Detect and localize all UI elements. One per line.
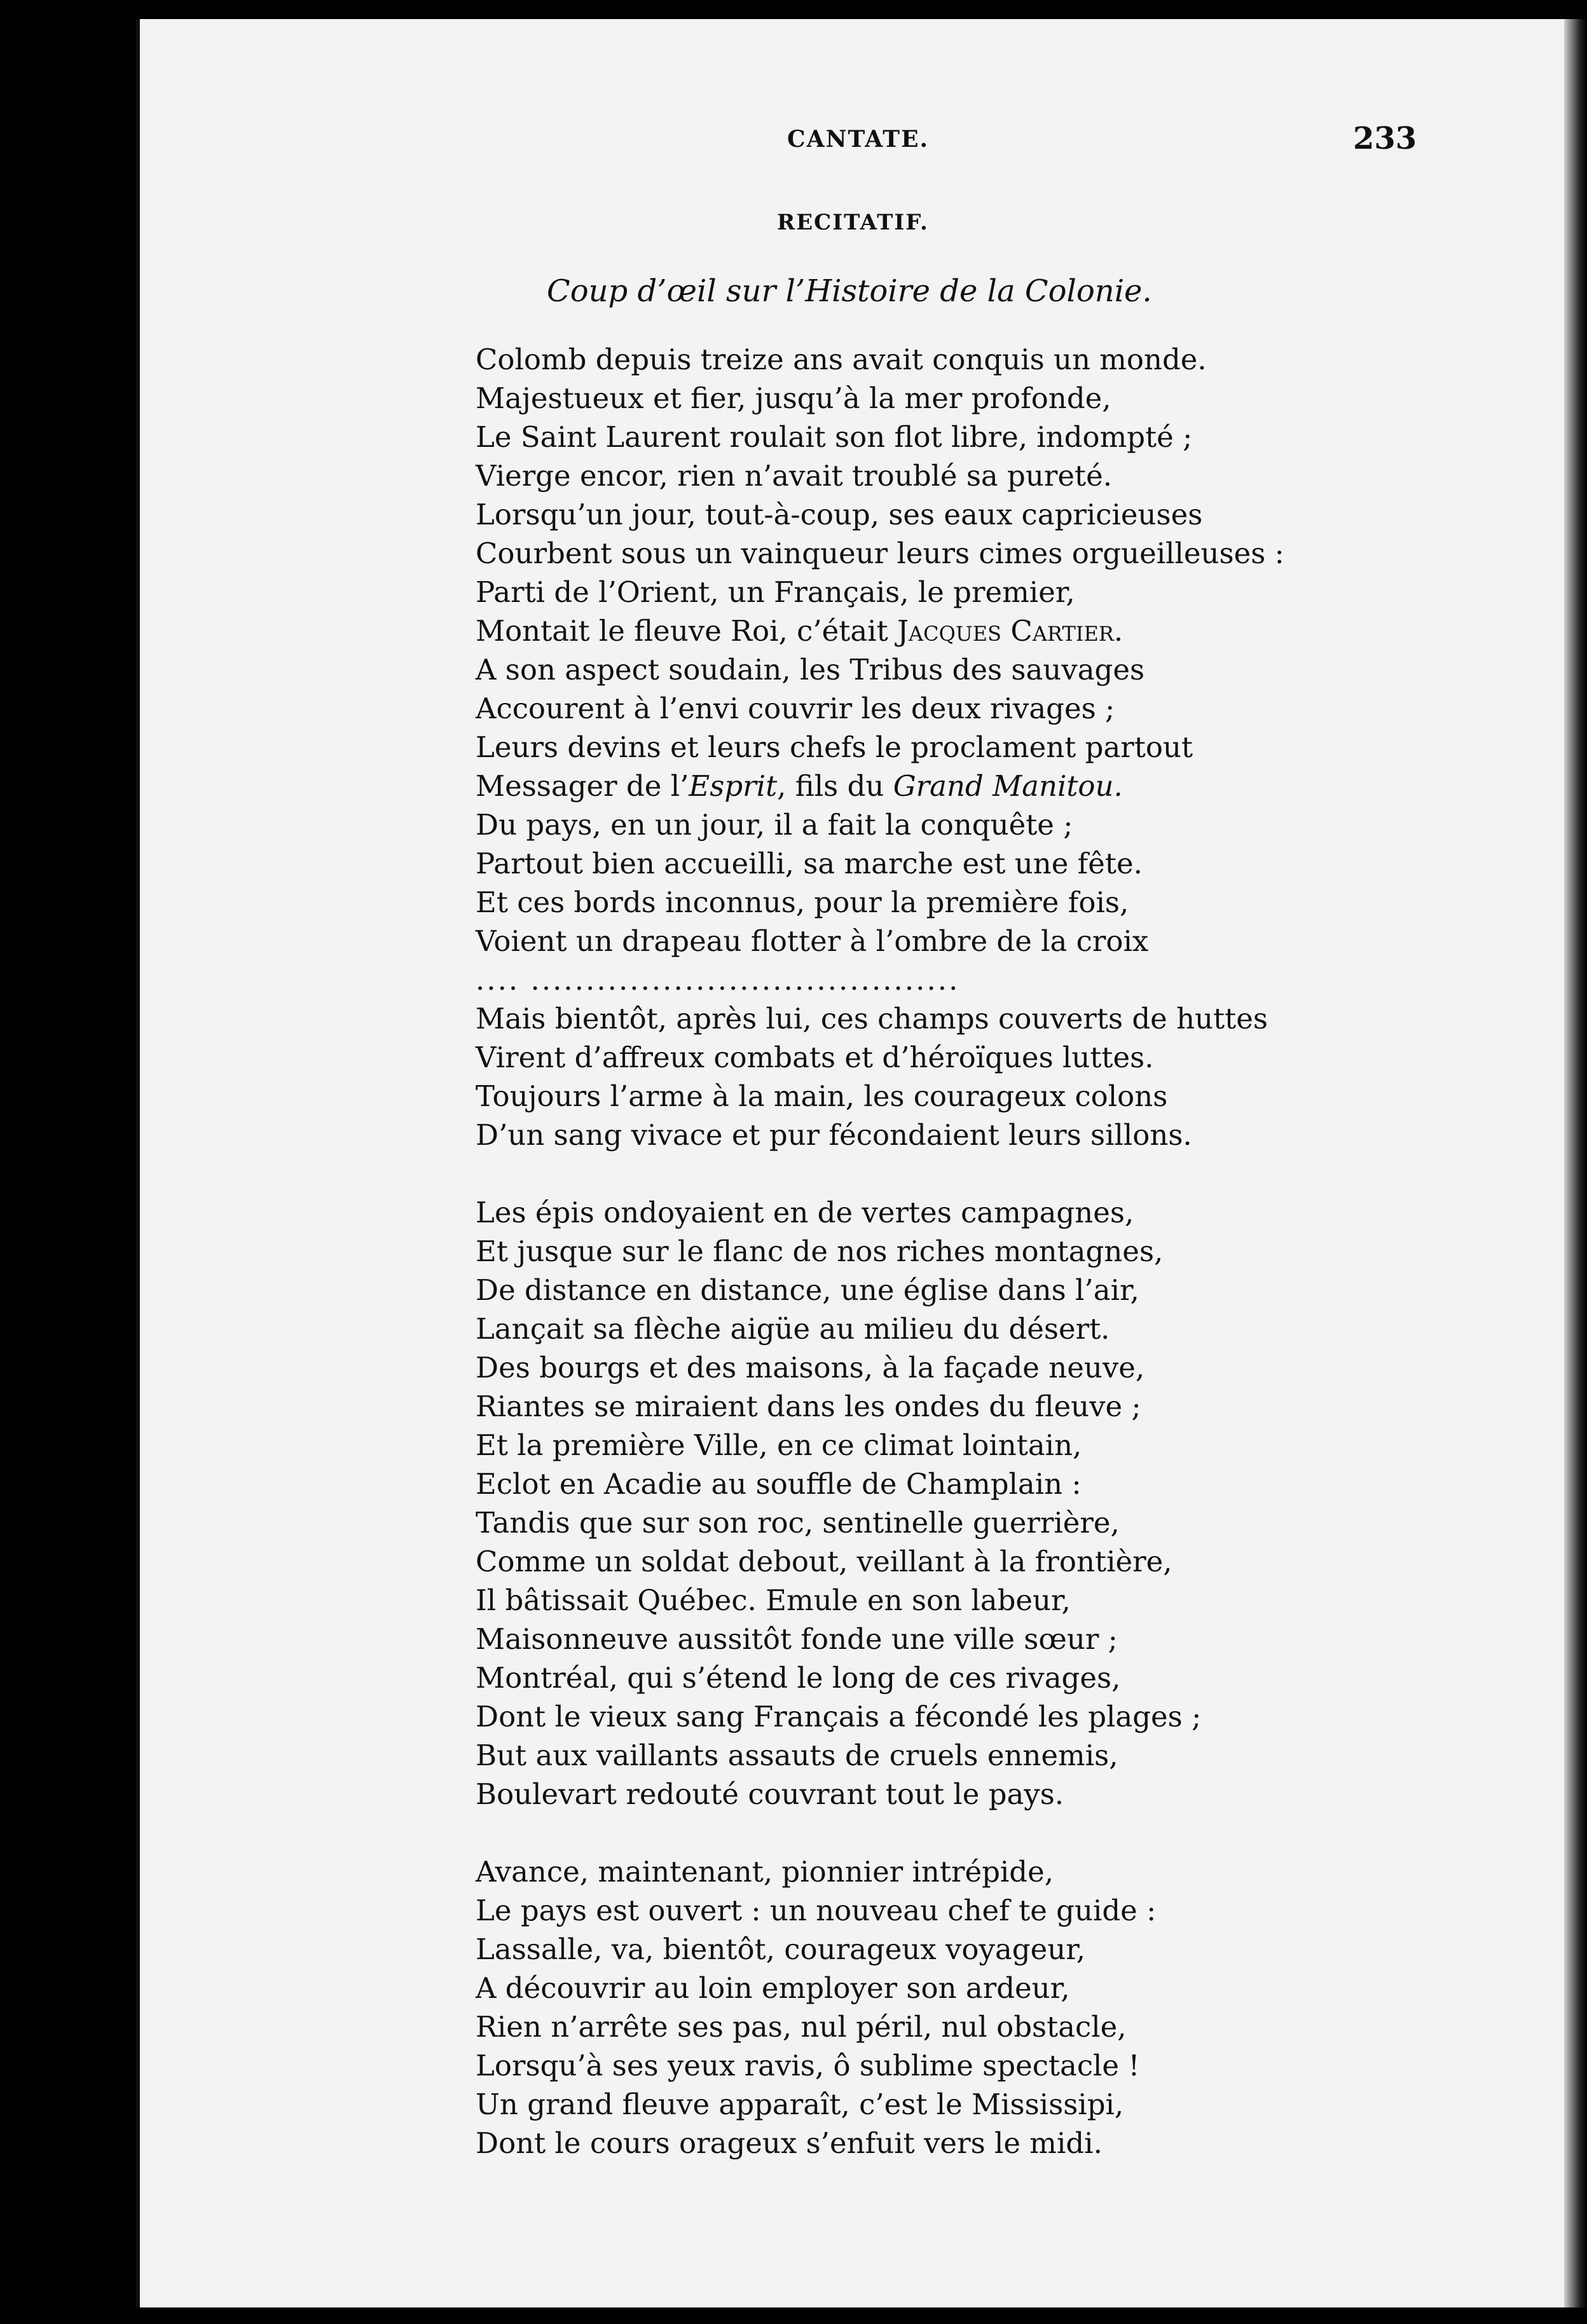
poem-body — [476, 340, 1391, 2163]
verse-text: . — [1113, 614, 1123, 648]
running-title: CANTATE. — [787, 126, 930, 153]
verse-line: Virent d’affreux combats et d’héroïques luttes. — [476, 1041, 1154, 1074]
verse-line: Et ces bords inconnus, pour la première fois, — [476, 885, 1129, 919]
verse-line: Courbent sous un vainqueur leurs cimes orgueilleuses : — [476, 537, 1284, 570]
verse-line: Dont le vieux sang Français a fécondé les plages ; — [476, 1700, 1202, 1733]
grand-manitou-word: Grand Manitou. — [893, 769, 1123, 803]
verse-line: Du pays, en un jour, il a fait la conquête ; — [476, 808, 1073, 842]
verse-line: Accourent à l’envi couvrir les deux rivages ; — [476, 692, 1115, 725]
verse-line: Un grand fleuve apparaît, c’est le Mississipi, — [476, 2088, 1124, 2121]
stanza-gap — [476, 1814, 1391, 1852]
scan-top-edge — [0, 0, 1587, 19]
verse-line: De distance en distance, une église dans l’air, — [476, 1273, 1139, 1307]
verse-line: Vierge encor, rien n’avait troublé sa pureté. — [476, 459, 1113, 493]
verse-line: Et jusque sur le flanc de nos riches montagnes, — [476, 1234, 1164, 1268]
verse-line: Majestueux et fier, jusqu’à la mer profonde, — [476, 381, 1111, 415]
section-subtitle: Coup d’œil sur l’Histoire de la Colonie. — [547, 273, 1152, 309]
verse-text: , fils du — [777, 769, 893, 803]
stanza-2 — [476, 999, 1391, 1154]
section-title: RECITATIF. — [777, 210, 929, 235]
verse-line: Le Saint Laurent roulait son flot libre, indompté ; — [476, 420, 1193, 454]
verse-line: D’un sang vivace et pur fécondaient leurs sillons. — [476, 1118, 1192, 1152]
verse-line: Lançait sa flèche aigüe au milieu du désert. — [476, 1312, 1110, 1346]
verse-line: Lorsqu’un jour, tout-à-coup, ses eaux capricieuses — [476, 498, 1203, 531]
verse-line: Des bourgs et des maisons, à la façade neuve, — [476, 1351, 1145, 1384]
ellipsis-separator: .... ....................................... — [476, 963, 960, 997]
verse-line: Avance, maintenant, pionnier intrépide, — [476, 1855, 1054, 1889]
verse-line: Les épis ondoyaient en de vertes campagnes, — [476, 1196, 1134, 1229]
verse-line: But aux vaillants assauts de cruels ennemis, — [476, 1739, 1118, 1772]
stanza-3 — [476, 1193, 1391, 1814]
verse-line: Colomb depuis treize ans avait conquis un monde. — [476, 343, 1207, 376]
verse-line: Rien n’arrête ses pas, nul péril, nul obstacle, — [476, 2010, 1127, 2044]
verse-line: Lorsqu’à ses yeux ravis, ô sublime spectacle ! — [476, 2049, 1140, 2082]
verse-line: Toujours l’arme à la main, les courageux colons — [476, 1079, 1168, 1113]
stanza-4 — [476, 1852, 1391, 2163]
verse-line: A son aspect soudain, les Tribus des sauvages — [476, 653, 1145, 687]
binding-edge — [136, 19, 140, 2307]
verse-line: Parti de l’Orient, un Français, le premier, — [476, 575, 1075, 609]
verse-line: A découvrir au loin employer son ardeur, — [476, 1971, 1070, 2005]
verse-text: Messager de l’ — [476, 769, 689, 803]
jacques-cartier-name: Jacques Cartier — [897, 614, 1114, 648]
verse-line: Le pays est ouvert : un nouveau chef te guide : — [476, 1894, 1157, 1927]
verse-line-cartier — [476, 612, 1391, 650]
verse-line: Voient un drapeau flotter à l’ombre de la croix — [476, 924, 1149, 958]
stanza-1 — [476, 340, 1391, 960]
verse-line: Il bâtissait Québec. Emule en son labeur, — [476, 1583, 1071, 1617]
esprit-word: Esprit — [689, 769, 778, 803]
stanza-gap — [476, 1154, 1391, 1193]
verse-line: Comme un soldat debout, veillant à la frontière, — [476, 1545, 1172, 1578]
verse-line: Lassalle, va, bientôt, courageux voyageur, — [476, 1932, 1086, 1966]
verse-line: Boulevart redouté couvrant tout le pays. — [476, 1777, 1064, 1811]
verse-line: Leurs devins et leurs chefs le proclament partout — [476, 730, 1193, 764]
verse-line: Riantes se miraient dans les ondes du fleuve ; — [476, 1390, 1141, 1423]
verse-line: Maisonneuve aussitôt fonde une ville sœur ; — [476, 1622, 1118, 1656]
verse-line: Mais bientôt, après lui, ces champs couverts de huttes — [476, 1002, 1268, 1036]
verse-line: Eclot en Acadie au souffle de Champlain : — [476, 1467, 1082, 1501]
verse-line: Dont le cours orageux s’enfuit vers le midi. — [476, 2126, 1103, 2160]
verse-line-messager — [476, 767, 1391, 805]
verse-line: Montréal, qui s’étend le long de ces rivages, — [476, 1661, 1121, 1695]
page-number: 233 — [1353, 121, 1417, 156]
verse-text: Montait le fleuve Roi, c’était — [476, 614, 897, 648]
verse-line: Tandis que sur son roc, sentinelle guerrière, — [476, 1506, 1120, 1540]
page-edge-shadow — [1564, 19, 1587, 2307]
verse-line: Et la première Ville, en ce climat lointain, — [476, 1428, 1082, 1462]
verse-line: Partout bien accueilli, sa marche est une fête. — [476, 847, 1143, 880]
